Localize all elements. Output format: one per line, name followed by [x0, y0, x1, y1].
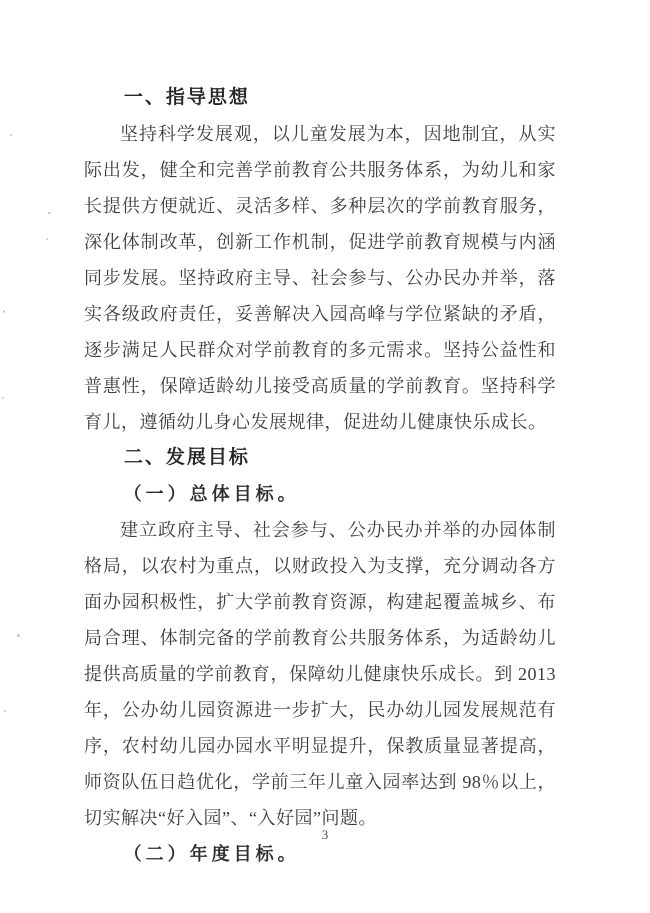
- section-heading-development-goals: 二、发展目标: [123, 447, 250, 468]
- scan-speck: [46, 238, 48, 240]
- subsection-heading-annual-goal: （二）年度目标。: [123, 844, 300, 864]
- scan-speck: [48, 212, 51, 214]
- page-number: 3: [321, 827, 329, 842]
- scan-speck: [17, 634, 20, 637]
- scan-speck: [2, 397, 4, 399]
- section-heading-guiding-ideology: 一、指导思想: [123, 87, 250, 108]
- scan-speck: [3, 310, 5, 313]
- scan-speck: [10, 134, 12, 136]
- subsection-heading-overall-goal: （一）总体目标。: [123, 484, 300, 504]
- paragraph-overall-goal: 建立政府主导、社会参与、公办民办并举的办园体制格局，以农村为重点，以财政投入为支撑，充分调动各方面办园积极性，扩大学前教育资源，构建起覆盖城乡、布局合理、体制完备的学前教育公共服务体系，为适龄幼儿提供高质量的学前教育，保障幼儿健康快乐成长。到 2013 年，公办幼儿园资源进一步扩大，民办幼儿园发展规范有序，农村幼儿园办园水平明显提升，保教质量显著提高，师资队伍日趋优化，学前三年儿童入园率达到 98％以上，切实解决“好入园”、“入好园”问题。: [84, 520, 556, 828]
- document-content: [84, 80, 556, 872]
- paragraph-guiding-ideology: 坚持科学发展观，以儿童发展为本，因地制宜，从实际出发，健全和完善学前教育公共服务体系，为幼儿和家长提供方便就近、灵活多样、多种层次的学前教育服务，深化体制改革，创新工作机制，促进学前教育规模与内涵同步发展。坚持政府主导、社会参与、公办民办并举，落实各级政府责任，妥善解决入园高峰与学位紧缺的矛盾，逐步满足人民群众对学前教育的多元需求。坚持公益性和普惠性，保障适龄幼儿接受高质量的学前教育。坚持科学育儿，遵循幼儿身心发展规律，促进幼儿健康快乐成长。: [84, 124, 556, 432]
- scan-speck: [4, 710, 6, 712]
